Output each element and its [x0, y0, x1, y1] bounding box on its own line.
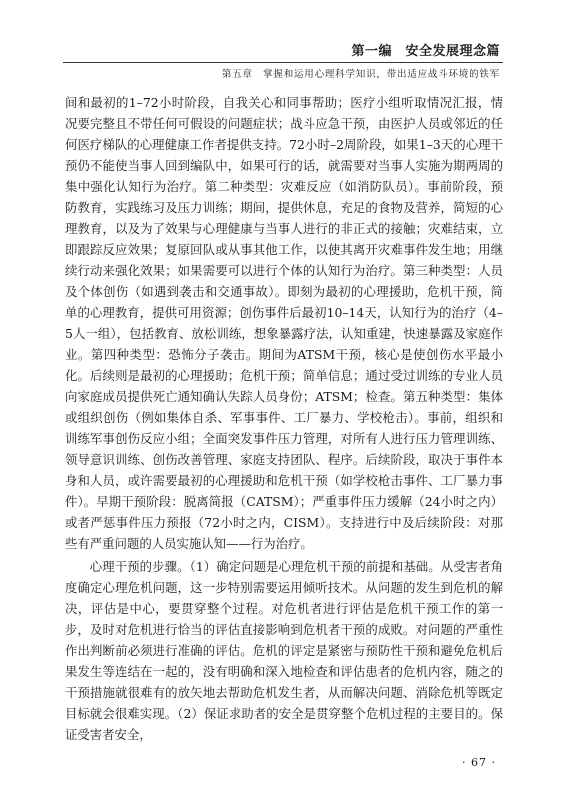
page-number: · 67 · [462, 756, 496, 769]
paragraph-intervention-steps: 心理干预的步骤。（1）确定问题是心理危机干预的前提和基础。从受害者角度确定心理危机问题，这一步特别需要运用倾听技术。从问题的发生到危机的解决，评估是中心，要贯穿整个过程。对危机者进行评估是危机干预工作的第一步，及时对危机进行恰当的评估直接影响到危机者干预的成败。对问题的严重性作出判断前必须进行准确的评估。危机的评定是紧密与预防性干预和避免危机后果发生等连结在一起的，没有明确和深入地检查和评估患者的危机内容，随之的干预措施就很难有的放矢地去帮助危机发生者，从而解决问题、消除危机等既定目标就会很难实现。（2）保证求助者的安全是贯穿整个危机过程的主要目的。保证受害者安全， [65, 559, 503, 742]
chapter-subtitle: 第五章 掌握和运用心理科学知识，带出适应战斗环境的铁军 [221, 69, 500, 80]
paragraph-continuation: 间和最初的1–72小时阶段，自我关心和同事帮助；医疗小组听取情况汇报，情况要完整且不带任何可假设的问题症状；战斗应急干预，由医护人员或邻近的任何医疗梯队的心理健康工作者提供支持。72小时–2周阶段，如果1–3天的心理干预仍不能使当事人回到编队中，如果可行的话，就需要对当事人实施为期两周的集中强化认知行为治疗。第二种类型：灾难反应（如消防队员）。事前阶段，预防教育，实践练习及压力训练；期间，提供休息，充足的食物及营养，简短的心理教育，以及为了效果与心理健康与当事人进行的非正式的接触；灾难结束，立即跟踪反应效果；复原回队或从事其他工作，以使其离开灾难事件发生地；用继续行动来强化效果；如果需要可以进行个体的认知行为治疗。第三种类型：人员及个体创伤（如遇到袭击和交通事故）。即刻为最初的心理援助，危机干预，简单的心理教育，提供可用资源；创伤事件后最初10–14天，认知行为的治疗（4–5人一组），包括教育、放松训练，想象暴露疗法，认知重建，快速暴露及家庭作业。第四种类型：恐怖分子袭击。期间为ATSM干预，核心是使创伤水平最小化。后续则是最初的心理援助；危机干预；简单信息；通过受过训练的专业人员向家庭成员提供死亡通知确认失踪人员身份；ATSM；检查。第五种类型：集体或组织创伤（例如集体自杀、军事事件、工厂暴力、学校枪击）。事前，组织和训练军事创伤反应小组；全面突发事件压力管理，对所有人进行压力管理训练、领导意识训练、创伤改善管理、家庭支持团队、程序。后续阶段，取决于事件本身和人员，或许需要最初的心理援助和危机干预（如学校枪击事件、工厂暴力事件）。早期干预阶段：脱离简报（CATSM）；严重事件压力缓解（24小时之内）或者严惩事件压力预报（72小时之内，CISM）。支持进行中及后续阶段：对那些有严重问题的人员实施认知——行为治疗。 [65, 95, 503, 551]
part-title: 第一编 安全发展理念篇 [351, 44, 500, 59]
header-divider [63, 62, 503, 63]
main-text [65, 92, 503, 745]
